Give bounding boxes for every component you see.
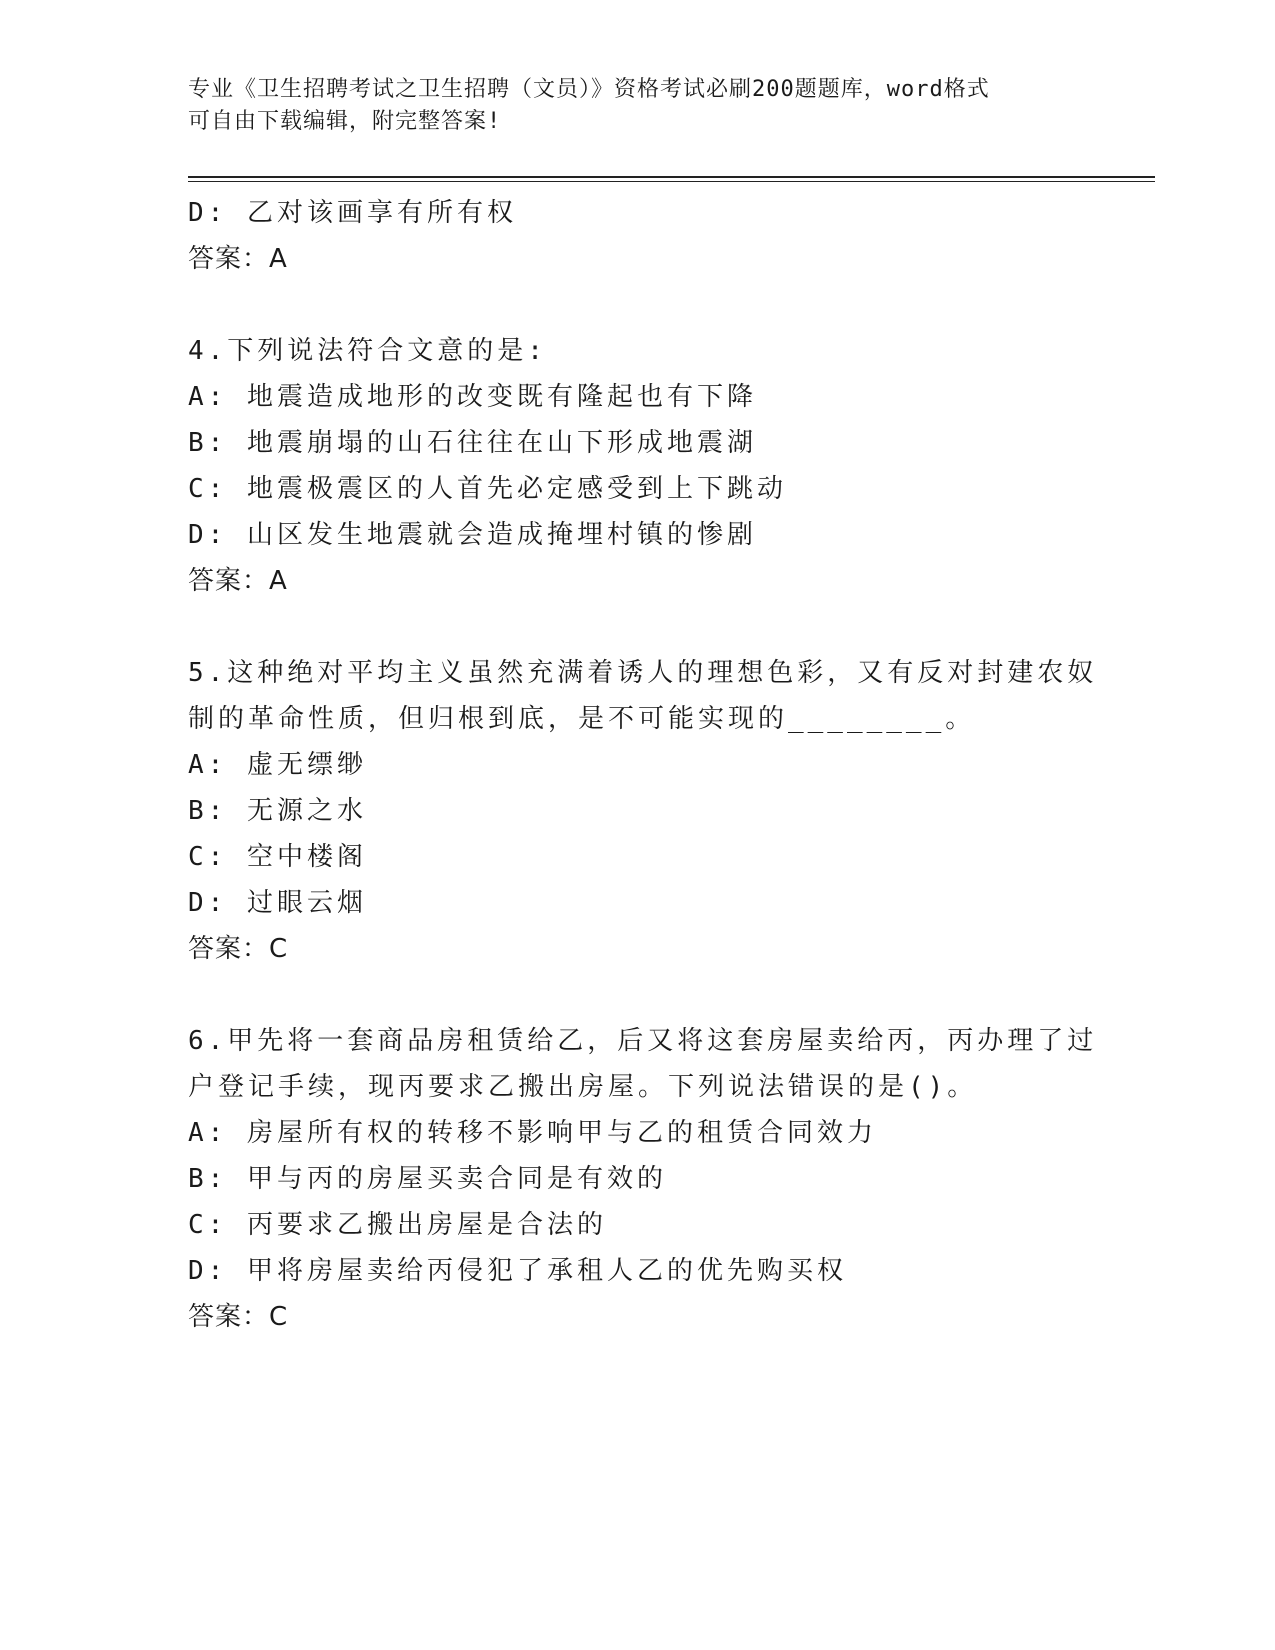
page-header bbox=[188, 74, 1088, 138]
option-a: A: 地震造成地形的改变既有隆起也有下降 bbox=[188, 382, 757, 412]
option-c: C: 地震极震区的人首先必定感受到上下跳动 bbox=[188, 474, 787, 504]
question-stem-continued: 户登记手续，现丙要求乙搬出房屋。下列说法错误的是()。 bbox=[188, 1072, 978, 1102]
answer-line: 答案：C bbox=[188, 934, 289, 964]
header-divider-thick bbox=[188, 176, 1155, 178]
option-a: A: 房屋所有权的转移不影响甲与乙的租赁合同效力 bbox=[188, 1118, 877, 1148]
question-stem: 4.下列说法符合文意的是: bbox=[188, 336, 547, 366]
option-d: D: 乙对该画享有所有权 bbox=[188, 198, 517, 228]
answer-line: 答案：C bbox=[188, 1302, 289, 1332]
spacer bbox=[188, 972, 1148, 1018]
question-6 bbox=[188, 1018, 1148, 1340]
option-d: D: 过眼云烟 bbox=[188, 888, 367, 918]
header-line-1: 专业《卫生招聘考试之卫生招聘（文员）》资格考试必刷200题题库，word格式 bbox=[188, 77, 990, 102]
option-a: A: 虚无缥缈 bbox=[188, 750, 367, 780]
option-b: B: 无源之水 bbox=[188, 796, 367, 826]
header-line-2: 可自由下载编辑，附完整答案! bbox=[188, 109, 502, 134]
question-5 bbox=[188, 650, 1148, 972]
spacer bbox=[188, 282, 1148, 328]
spacer bbox=[188, 604, 1148, 650]
option-b: B: 甲与丙的房屋买卖合同是有效的 bbox=[188, 1164, 667, 1194]
answer-line: 答案：A bbox=[188, 244, 288, 274]
option-d: D: 山区发生地震就会造成掩埋村镇的惨剧 bbox=[188, 520, 757, 550]
option-b: B: 地震崩塌的山石往往在山下形成地震湖 bbox=[188, 428, 757, 458]
question-stem-continued: 制的革命性质，但归根到底，是不可能实现的________。 bbox=[188, 704, 976, 734]
question-3-continued bbox=[188, 190, 1148, 282]
question-stem: 6.甲先将一套商品房租赁给乙，后又将这套房屋卖给丙，丙办理了过 bbox=[188, 1026, 1098, 1056]
question-4 bbox=[188, 328, 1148, 604]
option-d: D: 甲将房屋卖给丙侵犯了承租人乙的优先购买权 bbox=[188, 1256, 847, 1286]
option-c: C: 空中楼阁 bbox=[188, 842, 367, 872]
question-content bbox=[188, 190, 1148, 1340]
question-stem: 5.这种绝对平均主义虽然充满着诱人的理想色彩，又有反对封建农奴 bbox=[188, 658, 1098, 688]
answer-line: 答案：A bbox=[188, 566, 288, 596]
option-c: C: 丙要求乙搬出房屋是合法的 bbox=[188, 1210, 607, 1240]
header-divider-thin bbox=[188, 181, 1155, 182]
